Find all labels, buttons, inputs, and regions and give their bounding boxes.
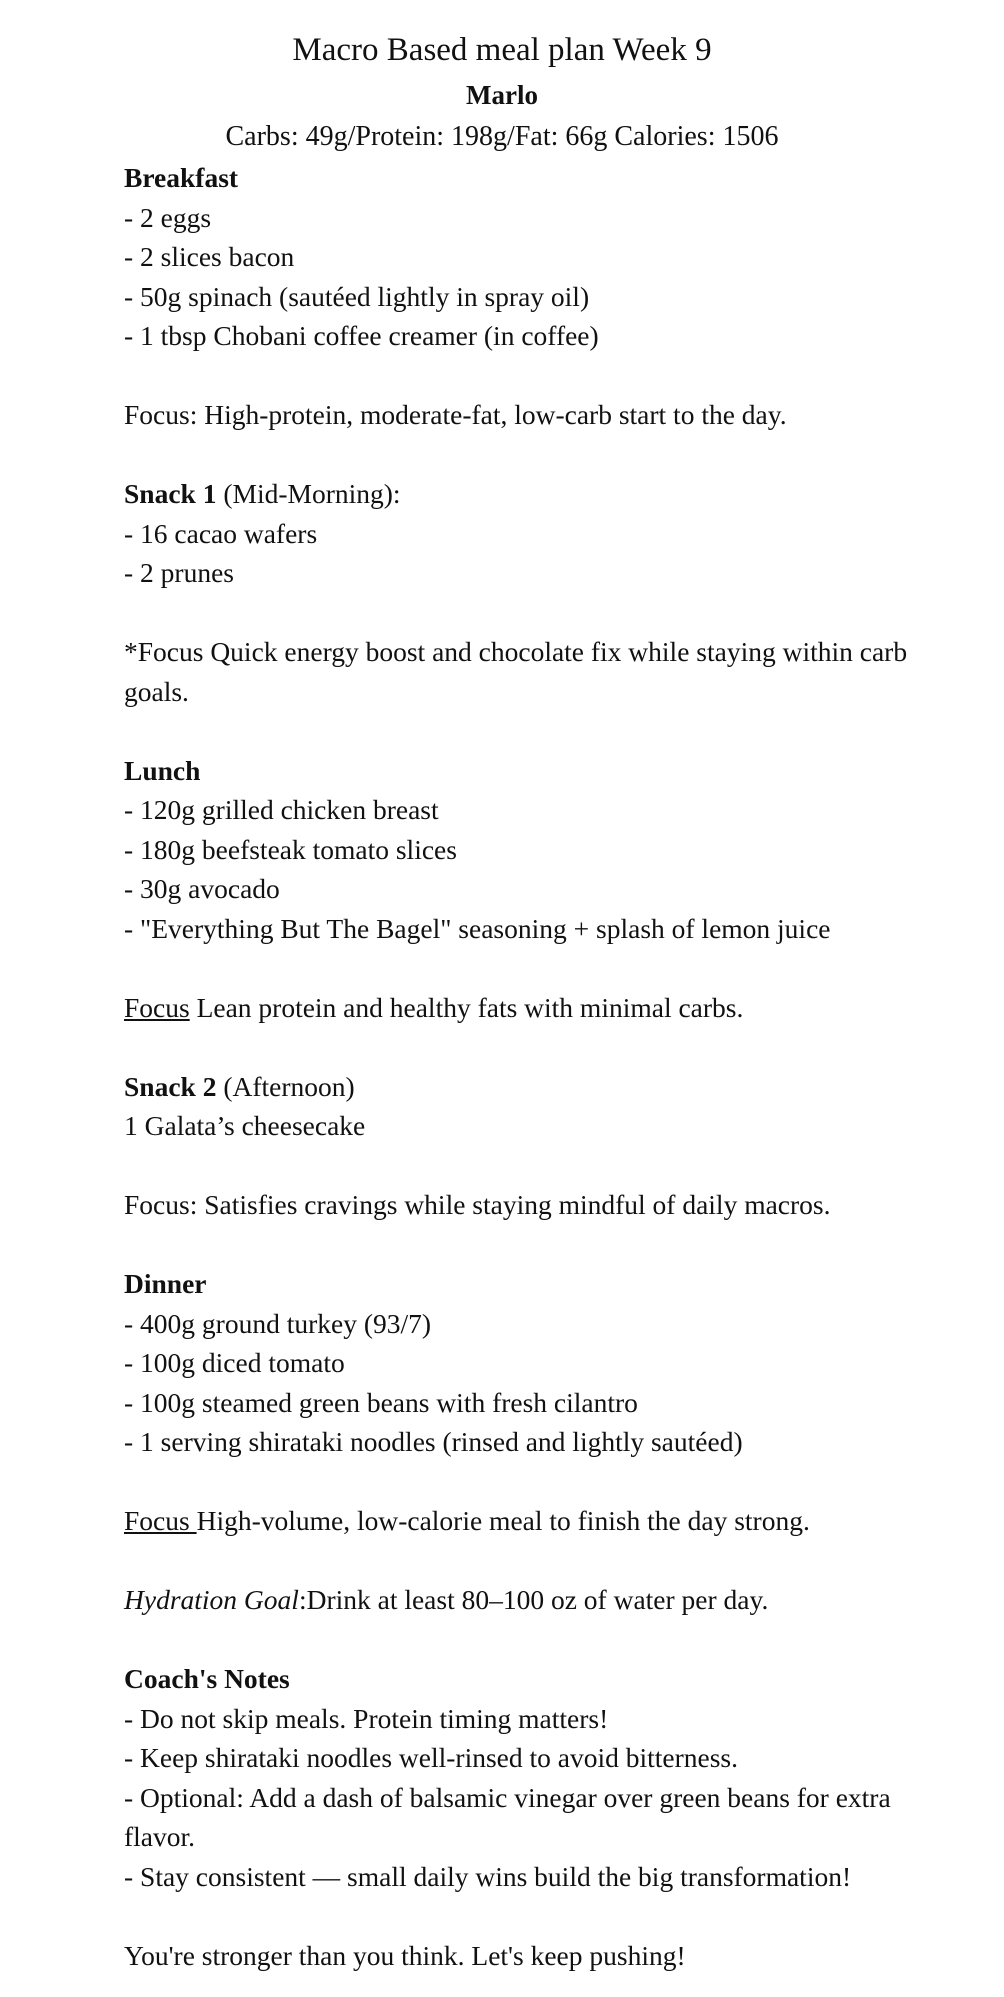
spacer: [124, 1027, 944, 1067]
dinner-focus-text: High-volume, low-calorie meal to finish the day strong.: [196, 1505, 810, 1536]
list-item: - 16 cacao wafers: [124, 517, 318, 549]
list-item: - 50g spinach (sautéed lightly in spray oil): [124, 280, 590, 312]
spacer: [124, 435, 944, 475]
client-name: Marlo: [466, 80, 538, 110]
macro-summary: Carbs: 49g/Protein: 198g/Fat: 66g Calories: 1506: [225, 121, 779, 152]
list-item: - 120g grilled chicken breast: [124, 794, 439, 825]
list-item: - 2 slices bacon: [124, 241, 295, 272]
lunch-focus-label: Focus: [124, 991, 190, 1023]
page-title: Macro Based meal plan Week 9: [292, 32, 712, 68]
list-item: - 2 prunes: [124, 557, 234, 588]
spacer: [124, 948, 944, 988]
lunch-focus: [124, 988, 944, 1028]
list-item: - 30g avocado: [124, 873, 280, 904]
snack1-heading-line: [124, 474, 944, 514]
snack1-subheading: (Mid-Morning):: [216, 478, 401, 509]
list-item: - Do not skip meals. Protein timing matters!: [124, 1702, 609, 1734]
spacer: [124, 1462, 944, 1502]
dinner-heading: Dinner: [124, 1268, 207, 1299]
closing-message: You're stronger than you think. Let's keep pushing!: [124, 1939, 686, 1971]
coach-notes-heading: Coach's Notes: [124, 1663, 290, 1694]
list-item: 1 Galata’s cheesecake: [124, 1110, 366, 1141]
spacer: [124, 1225, 944, 1265]
snack1-focus: *Focus Quick energy boost and chocolate fix while staying within carb goals.: [124, 636, 914, 707]
hydration-text: :Drink at least 80–100 oz of water per day.: [298, 1584, 769, 1615]
list-item: - Keep shirataki noodles well-rinsed to avoid bitterness.: [124, 1742, 739, 1773]
lunch-focus-text: Lean protein and healthy fats with minimal carbs.: [189, 991, 744, 1023]
hydration-label: Hydration Goal: [124, 1584, 299, 1615]
snack2-focus: Focus: Satisfies cravings while staying mindful of daily macros.: [124, 1189, 831, 1220]
list-item: - 100g diced tomato: [124, 1347, 345, 1378]
list-item: - Stay consistent — small daily wins build the big transformation!: [124, 1860, 852, 1892]
snack2-heading: Snack 2: [124, 1070, 217, 1102]
spacer: [124, 1541, 944, 1581]
snack2-heading-line: [124, 1067, 944, 1107]
dinner-focus-label: Focus: [124, 1505, 197, 1536]
breakfast-focus: Focus: High-protein, moderate-fat, low-carb start to the day.: [124, 399, 787, 430]
list-item: - 2 eggs: [124, 201, 212, 233]
list-item: - 180g beefsteak tomato slices: [124, 833, 457, 865]
snack2-subheading: (Afternoon): [216, 1070, 355, 1102]
meal-plan-body: [124, 158, 944, 1975]
list-item: - 400g ground turkey (93/7): [124, 1307, 432, 1339]
spacer: [124, 1896, 944, 1936]
spacer: [124, 356, 944, 396]
list-item: - 100g steamed green beans with fresh cilantro: [124, 1386, 638, 1418]
list-item: - 1 serving shirataki noodles (rinsed and lightly sautéed): [124, 1426, 743, 1457]
lunch-heading: Lunch: [124, 754, 201, 786]
spacer: [124, 593, 944, 633]
breakfast-heading: Breakfast: [124, 162, 239, 193]
spacer: [124, 711, 944, 751]
list-item: - Optional: Add a dash of balsamic vinegar over green beans for extra flavor.: [124, 1781, 898, 1852]
dinner-focus: [124, 1501, 944, 1541]
spacer: [124, 1146, 944, 1186]
snack1-heading: Snack 1: [124, 478, 217, 509]
list-item: - 1 tbsp Chobani coffee creamer (in coffee): [124, 320, 599, 351]
hydration-goal: [124, 1580, 944, 1620]
spacer: [124, 1620, 944, 1660]
list-item: - "Everything But The Bagel" seasoning + splash of lemon juice: [124, 912, 831, 944]
